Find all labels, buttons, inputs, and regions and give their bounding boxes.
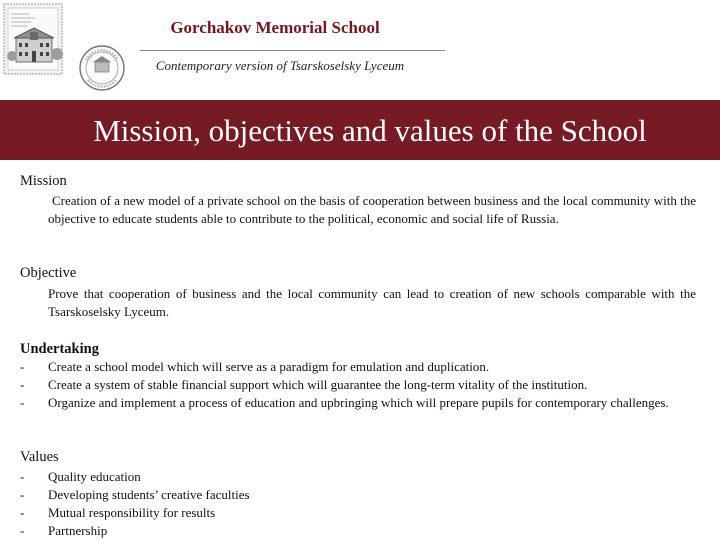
school-name: Gorchakov Memorial School bbox=[170, 18, 380, 37]
undertaking-list bbox=[20, 358, 710, 412]
list-item-text: Partnership bbox=[48, 523, 108, 538]
list-item: - Partnership bbox=[20, 523, 108, 538]
objective-heading: Objective bbox=[20, 265, 77, 281]
list-item-text: Create a school model which will serve as a paradigm for emulation and duplication. bbox=[48, 359, 490, 374]
list-item: - Developing students’ creative faculties bbox=[20, 487, 250, 502]
school-logo bbox=[2, 2, 136, 94]
undertaking-heading: Undertaking bbox=[20, 341, 99, 357]
mission-text bbox=[48, 192, 696, 228]
objective-text-body: Prove that cooperation of business and the local community can lead to creation of new schools comparable with the Tsarskoselsky Lyceum. bbox=[48, 286, 696, 319]
list-item: - Create a school model which will serve as a paradigm for emulation and duplication. bbox=[20, 359, 490, 374]
list-item: - Create a system of stable financial support which will guarantee the long-term vitality of the institution. bbox=[20, 377, 588, 392]
school-subtitle: Contemporary version of Tsarskoselsky Lyceum bbox=[155, 58, 405, 73]
list-item-text: Quality education bbox=[48, 469, 141, 484]
header-divider bbox=[140, 50, 445, 51]
page-title: Mission, objectives and values of the School bbox=[93, 113, 647, 148]
list-item-text: Organize and implement a process of education and upbringing which will prepare pupils for contemporary challenges. bbox=[48, 395, 669, 410]
list-item-text: Create a system of stable financial support which will guarantee the long-term vitality of the institution. bbox=[48, 377, 588, 392]
list-item: - Quality education bbox=[20, 469, 141, 484]
mission-heading: Mission bbox=[20, 173, 67, 189]
list-item: - Organize and implement a process of education and upbringing which will prepare pupils for contemporary challenges. bbox=[20, 395, 669, 410]
values-list bbox=[20, 468, 710, 540]
list-item-text: Mutual responsibility for results bbox=[48, 505, 216, 520]
title-banner bbox=[0, 100, 720, 160]
objective-text bbox=[48, 285, 696, 321]
list-item-text: Developing students’ creative faculties bbox=[48, 487, 250, 502]
values-heading: Values bbox=[20, 449, 59, 465]
mission-text-body: Creation of a new model of a private school on the basis of cooperation between business and the local community with the objective to educate students able to contribute to the political, economic and social life of Russia. bbox=[48, 193, 696, 226]
list-item: - Mutual responsibility for results bbox=[20, 505, 216, 520]
